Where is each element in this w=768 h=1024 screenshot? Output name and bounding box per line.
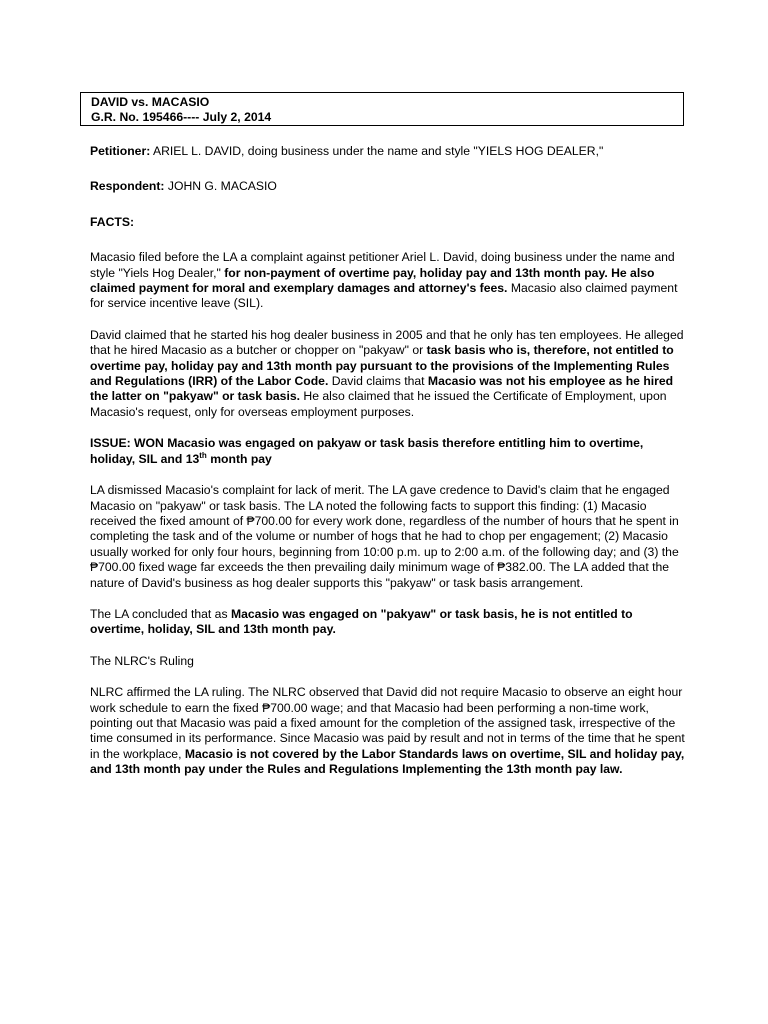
document-body [90,144,686,778]
nlrc-paragraph: NLRC affirmed the LA ruling. The NLRC observed that David did not require Macasio to observe an eight hour work schedule to earn the fixed ₱700.00 wage; and that Macasio had been performing a non-time work, pointing out that Macasio was paid a fixed amount for the completion of the assigned task, irrespective of the time consumed in its performance. Since Macasio was paid by result and not in terms of the time that he spent in the workplace, Macasio is not covered by the Labor Standards laws on overtime, SIL and holiday pay, and 13th month pay under the Rules and Regulations Implementing the 13th month pay law. [90,685,685,777]
respondent-line [90,179,686,194]
case-header-box [80,92,684,126]
case-gr-number: G.R. No. 195466---- July 2, 2014 [91,110,272,124]
petitioner-label: Petitioner: [90,144,151,158]
la-conclusion-paragraph: The LA concluded that as Macasio was engaged on "pakyaw" or task basis, he is not entitled to overtime, holiday, SIL and 13th month pay. [90,606,633,637]
facts-paragraph-1: Macasio filed before the LA a complaint against petitioner Ariel L. David, doing business under the name and style "Yiels Hog Dealer," for non-payment of overtime pay, holiday pay and 13th month pay. He also claimed payment for moral and exemplary damages and attorney's fees. Macasio also claimed payment for service incentive leave (SIL). [90,250,678,311]
petitioner-line [90,144,686,159]
petitioner-text: ARIEL L. DAVID, doing business under the name and style "YIELS HOG DEALER," [150,144,604,158]
respondent-label: Respondent: [90,179,165,194]
case-title: DAVID vs. MACASIO [91,95,210,109]
issue-statement: ISSUE: WON Macasio was engaged on pakyaw or task basis therefore entitling him to overtime, holiday, SIL and 13th month pay [90,436,644,466]
facts-heading: FACTS: [90,214,135,229]
facts-paragraph-2: David claimed that he started his hog dealer business in 2005 and that he only has ten employees. He alleged that he hired Macasio as a butcher or chopper on "pakyaw" or task basis who is, therefore, not entitled to overtime pay, holiday pay and 13th month pay pursuant to the provisions of the Implementing Rules and Regulations (IRR) of the Labor Code. David claims that Macasio was not his employee as he hired the latter on "pakyaw" or task basis. He also claimed that he issued the Certificate of Employment, upon Macasio's request, only for overseas employment purposes. [90,327,684,419]
nlrc-heading: The NLRC's Ruling [90,653,194,668]
respondent-text: JOHN G. MACASIO [164,179,277,194]
la-ruling-paragraph: LA dismissed Macasio's complaint for lack of merit. The LA gave credence to David's claim that he engaged Macasio on "pakyaw" or task basis. The LA noted the following facts to support this finding: (1) Macasio received the fixed amount of ₱700.00 for every work done, regardless of the number of hours that he spent in completing the task and of the volume or number of hogs that he had to chop per engagement; (2) Macasio usually worked for only four hours, beginning from 10:00 p.m. up to 2:00 a.m. of the following day; and (3) the ₱700.00 fixed wage far exceeds the then prevailing daily minimum wage of ₱382.00. The LA added that the nature of David's business as hog dealer supports this "pakyaw" or task basis arrangement. [90,483,679,590]
